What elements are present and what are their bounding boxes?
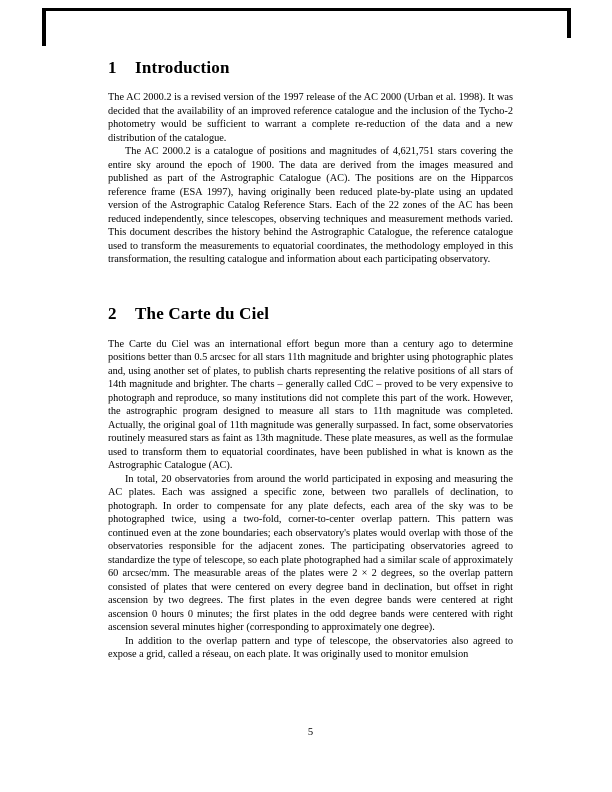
section-number: 2 bbox=[108, 303, 117, 323]
page-number: 5 bbox=[307, 727, 314, 738]
section-title: The Carte du Ciel bbox=[135, 303, 270, 323]
section-number: 1 bbox=[108, 58, 117, 77]
paragraph-carte-2: In total, 20 observatories from around the world participated in exposing and measuring the AC plates. Each was assigned a specific zone, between two parallels of declination, to photograph. In order to compensate for any plate defects, each area of the sky was to be photographed twice, using a two-fold, corner-to-center overlap pattern. This pattern was continued even at the zone boundaries; each observatory's plates would overlap with those of the observatories responsible for the adjacent zones. The participating observatories agreed to standardize the type of telescope, so each plate photographed had a similar scale of approximately 60 arcsec/mm. The measurable areas of the plates were 2 × 2 degrees, so the overlap pattern consisted of plates that were centered on every degree band in declination, but offset in right ascension by two degrees. The first plates in the even degree bands were centered at right ascension 0 hours 0 minutes; the first plates in the odd degree bands were centered with right ascension several minutes higher (corresponding to approximately one degree). bbox=[108, 473, 513, 633]
scan-artifact-top-edge bbox=[45, 8, 571, 11]
section-heading-carte-du-ciel bbox=[108, 304, 513, 324]
paragraph-carte-1: The Carte du Ciel was an international effort begun more than a century ago to determine positions better than 0.5 arcsec for all stars 11th magnitude and brighter using photographic plates and, using another set of plates, to publish charts representing the relative positions of all stars of 14th magnitude and brighter. The charts – generally called CdC – proved to be very expensive to photograph and reproduce, so many institutions did not complete this part of the work. However, the astrographic program designed to measure all stars to 11th magnitude was completed. Actually, the original goal of 11th magnitude was generally surpassed. In fact, some observatories routinely measured stars as faint as 13th magnitude. These plate measures, as well as the formulae used to transform them to equatorial coordinates, have been published in what is known as the Astrographic Catalogue (AC). bbox=[108, 338, 513, 471]
text-column bbox=[108, 58, 513, 662]
paragraph-intro-1: The AC 2000.2 is a revised version of the 1997 release of the AC 2000 (Urban et al. 1998). It was decided that the availability of an improved reference catalogue and the inclusion of the Tycho-2 photometry would be sufficient to warrant a complete re-reduction of the data and a new distribution of the catalogue. bbox=[108, 92, 513, 144]
scan-artifact-right-edge bbox=[567, 8, 571, 38]
section-title: Introduction bbox=[135, 58, 230, 77]
section-heading-introduction bbox=[108, 58, 513, 78]
paragraph-carte-3: In addition to the overlap pattern and type of telescope, the observatories also agreed to expose a grid, called a réseau, on each plate. It was originally used to monitor emulsion bbox=[108, 635, 513, 660]
paragraph-intro-2: The AC 2000.2 is a catalogue of positions and magnitudes of 4,621,751 stars covering the entire sky around the epoch of 1900. The data are derived from the images measured and published as part of the Astrographic Catalogue (AC). The positions are on the Hipparcos reference frame (ESA 1997), having originally been reduced plate-by-plate using an updated version of the Astrographic Catalog Reference Stars. Each of the 22 zones of the AC has been reduced independently, since telescopes, observing techniques and measurement methods varied. This document describes the history behind the Astrographic Catalogue, the reference catalogue used to transform the measurements to equatorial coordinates, the methodology employed in this transformation, the resulting catalogue and information about each participating observatory. bbox=[108, 146, 513, 265]
scan-artifact-left-edge bbox=[42, 8, 46, 46]
